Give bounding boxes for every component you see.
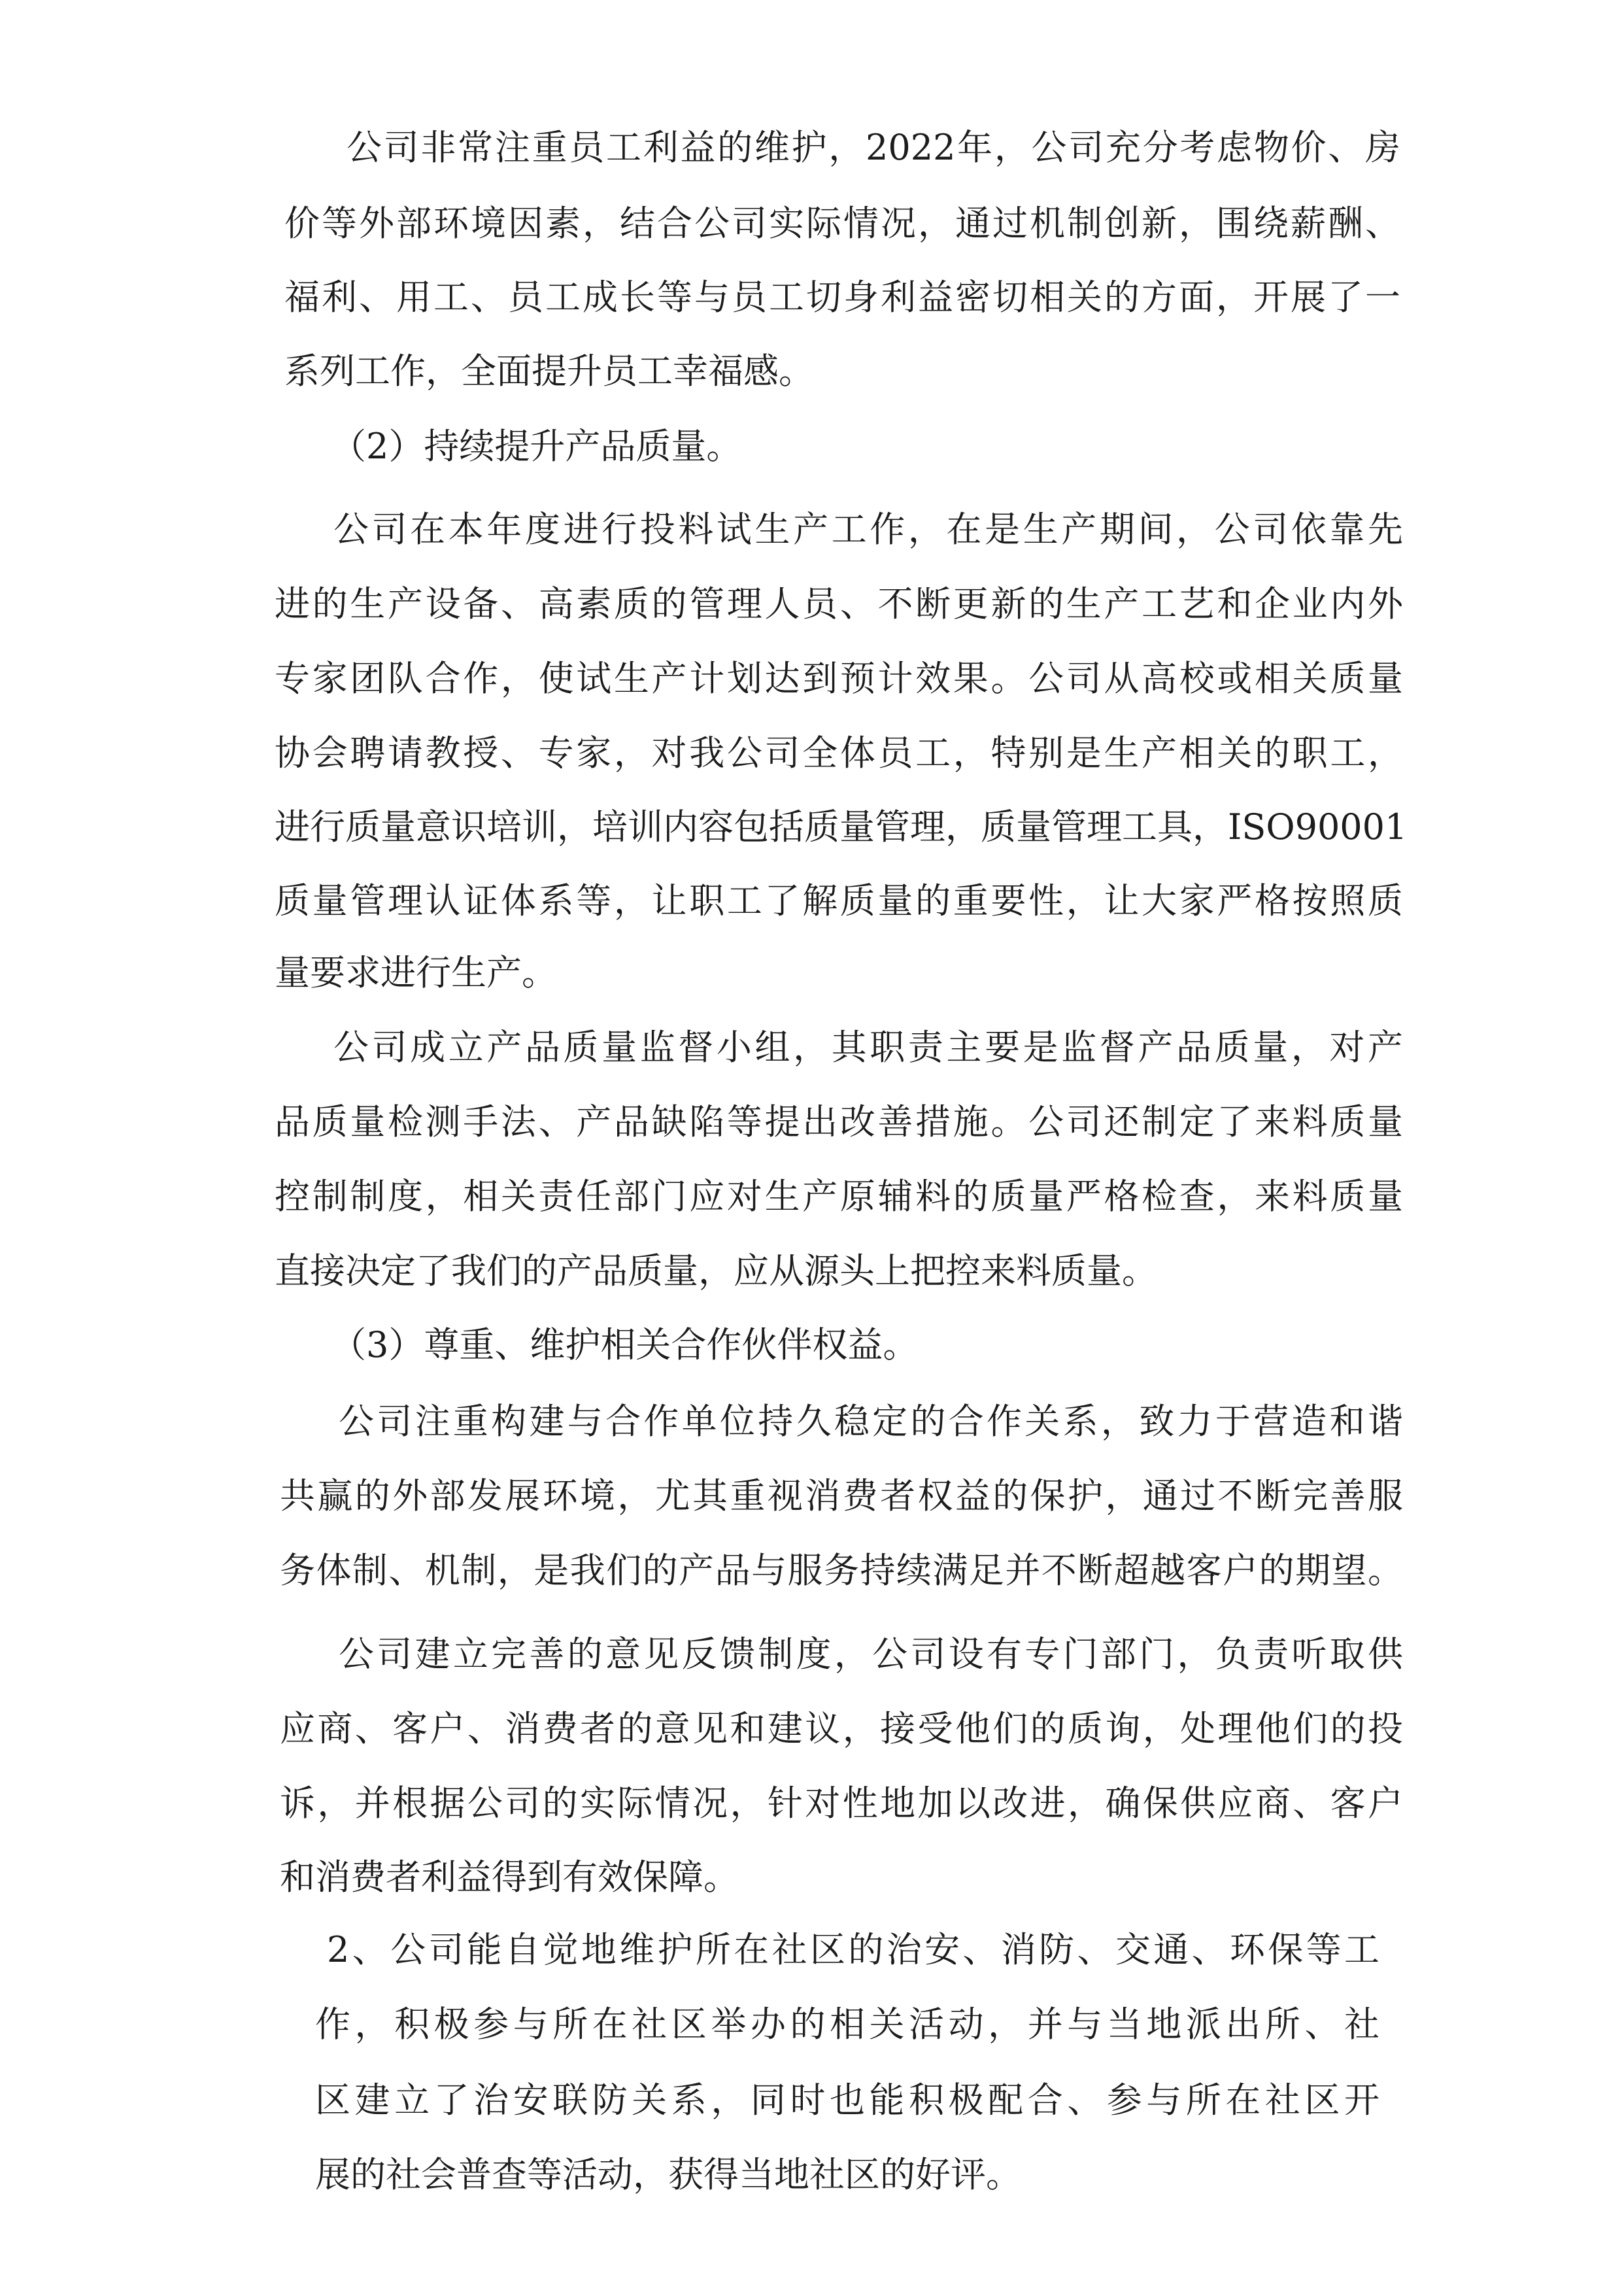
paragraph-line: 进行质量意识培训，培训内容包括质量管理，质量管理工具，ISO90001 bbox=[275, 806, 1408, 847]
paragraph-line: 应商、客户、消费者的意见和建议，接受他们的质询，处理他们的投 bbox=[280, 1708, 1403, 1749]
paragraph-line: 公司非常注重员工利益的维护，2022年，公司充分考虑物价、房 bbox=[347, 127, 1400, 168]
paragraph-line: 直接决定了我们的产品质量，应从源头上把控来料质量。 bbox=[275, 1250, 1157, 1291]
paragraph-line: 公司建立完善的意见反馈制度，公司设有专门部门，负责听取供 bbox=[339, 1633, 1403, 1675]
paragraph-line: 质量管理认证体系等，让职工了解质量的重要性，让大家严格按照质 bbox=[275, 880, 1403, 921]
paragraph-line: 作，积极参与所在社区举办的相关活动，并与当地派出所、社 bbox=[315, 2004, 1379, 2045]
paragraph-line: 展的社会普查等活动，获得当地社区的好评。 bbox=[315, 2154, 1021, 2195]
paragraph-line: 2、公司能自觉地维护所在社区的治安、消防、交通、环保等工 bbox=[327, 1929, 1379, 1970]
paragraph-line: 进的生产设备、高素质的管理人员、不断更新的生产工艺和企业内外 bbox=[275, 583, 1403, 624]
paragraph-line: 诉，并根据公司的实际情况，针对性地加以改进，确保供应商、客户 bbox=[280, 1783, 1403, 1824]
paragraph-line: 共赢的外部发展环境，尤其重视消费者权益的保护，通过不断完善服 bbox=[280, 1475, 1403, 1516]
section-heading: （2）持续提升产品质量。 bbox=[331, 426, 742, 467]
paragraph-line: 系列工作，全面提升员工幸福感。 bbox=[284, 351, 814, 392]
paragraph-line: 和消费者利益得到有效保障。 bbox=[280, 1856, 739, 1898]
paragraph-line: 品质量检测手法、产品缺陷等提出改善措施。公司还制定了来料质量 bbox=[275, 1101, 1403, 1142]
paragraph-line: 协会聘请教授、专家，对我公司全体员工，特别是生产相关的职工， bbox=[275, 732, 1403, 774]
paragraph-line: 控制制度，相关责任部门应对生产原辅料的质量严格检查，来料质量 bbox=[275, 1176, 1403, 1217]
paragraph-line: 专家团队合作，使试生产计划达到预计效果。公司从高校或相关质量 bbox=[275, 658, 1403, 699]
paragraph-line: 公司注重构建与合作单位持久稳定的合作关系，致力于营造和谐 bbox=[339, 1401, 1403, 1442]
paragraph-line: 量要求进行生产。 bbox=[275, 952, 557, 993]
paragraph-line: 价等外部环境因素，结合公司实际情况，通过机制创新，围绕薪酬、 bbox=[284, 203, 1400, 244]
paragraph-line: 公司在本年度进行投料试生产工作，在是生产期间，公司依靠先 bbox=[333, 509, 1403, 550]
paragraph-line: 务体制、机制，是我们的产品与服务持续满足并不断超越客户的期望。 bbox=[280, 1550, 1403, 1591]
paragraph-line: 公司成立产品质量监督小组，其职责主要是监督产品质量，对产 bbox=[333, 1027, 1403, 1068]
section-heading: （3）尊重、维护相关合作伙伴权益。 bbox=[331, 1324, 919, 1365]
paragraph-line: 福利、用工、员工成长等与员工切身利益密切相关的方面，开展了一 bbox=[284, 277, 1400, 318]
paragraph-line: 区建立了治安联防关系，同时也能积极配合、参与所在社区开 bbox=[315, 2079, 1379, 2121]
